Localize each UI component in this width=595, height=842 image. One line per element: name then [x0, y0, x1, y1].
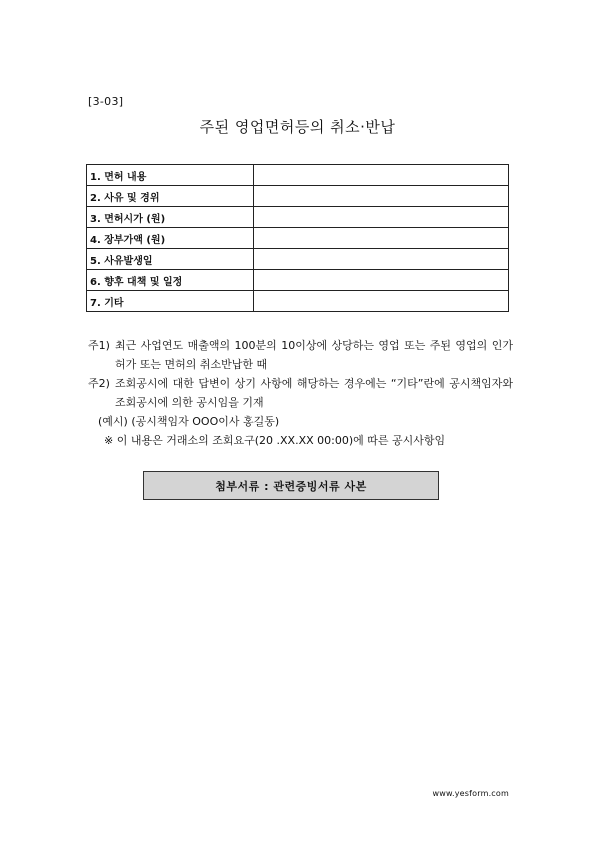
note-1 [88, 336, 513, 374]
note-number: 주2) [88, 377, 110, 390]
remark-line: ※ 이 내용은 거래소의 조회요구(20 .XX.XX 00:00)에 따른 공시사항임 [104, 434, 446, 447]
disclosure-form-table [86, 164, 509, 312]
notes-section [88, 336, 513, 450]
example-line: (예시) (공시책임자 OOO이사 홍길동) [98, 415, 280, 428]
table-row [87, 165, 509, 186]
attachment-box [143, 471, 439, 500]
row-value-field[interactable] [254, 270, 509, 291]
table-row [87, 186, 509, 207]
row-value-field[interactable] [254, 165, 509, 186]
table-row [87, 291, 509, 312]
table-row [87, 249, 509, 270]
row-value-field[interactable] [254, 228, 509, 249]
note-text: 조회공시에 대한 답변이 상기 사항에 해당하는 경우에는 “기타”란에 공시책임자와 조회공시에 의한 공시임을 기재 [115, 377, 513, 409]
row-label: 3. 면허시가 (원) [87, 207, 254, 228]
row-value-field[interactable] [254, 207, 509, 228]
row-label: 5. 사유발생일 [87, 249, 254, 270]
row-label: 7. 기타 [87, 291, 254, 312]
row-label: 1. 면허 내용 [87, 165, 254, 186]
footer-url: www.yesform.com [432, 789, 509, 798]
document-title: 주된 영업면허등의 취소·반납 [199, 118, 396, 136]
row-label: 2. 사유 및 경위 [87, 186, 254, 207]
row-value-field[interactable] [254, 249, 509, 270]
row-value-field[interactable] [254, 291, 509, 312]
note-text: 최근 사업연도 매출액의 100분의 10이상에 상당하는 영업 또는 주된 영업의 인가허가 또는 면허의 취소반납한 때 [115, 339, 513, 371]
table-row [87, 228, 509, 249]
note-2 [88, 374, 513, 412]
document-code: [3-03] [88, 95, 124, 108]
attachment-label: 첨부서류 : 관련증빙서류 사본 [215, 479, 367, 493]
table-row [87, 270, 509, 291]
row-value-field[interactable] [254, 186, 509, 207]
table-row [87, 207, 509, 228]
note-number: 주1) [88, 339, 110, 352]
row-label: 6. 향후 대책 및 일정 [87, 270, 254, 291]
row-label: 4. 장부가액 (원) [87, 228, 254, 249]
